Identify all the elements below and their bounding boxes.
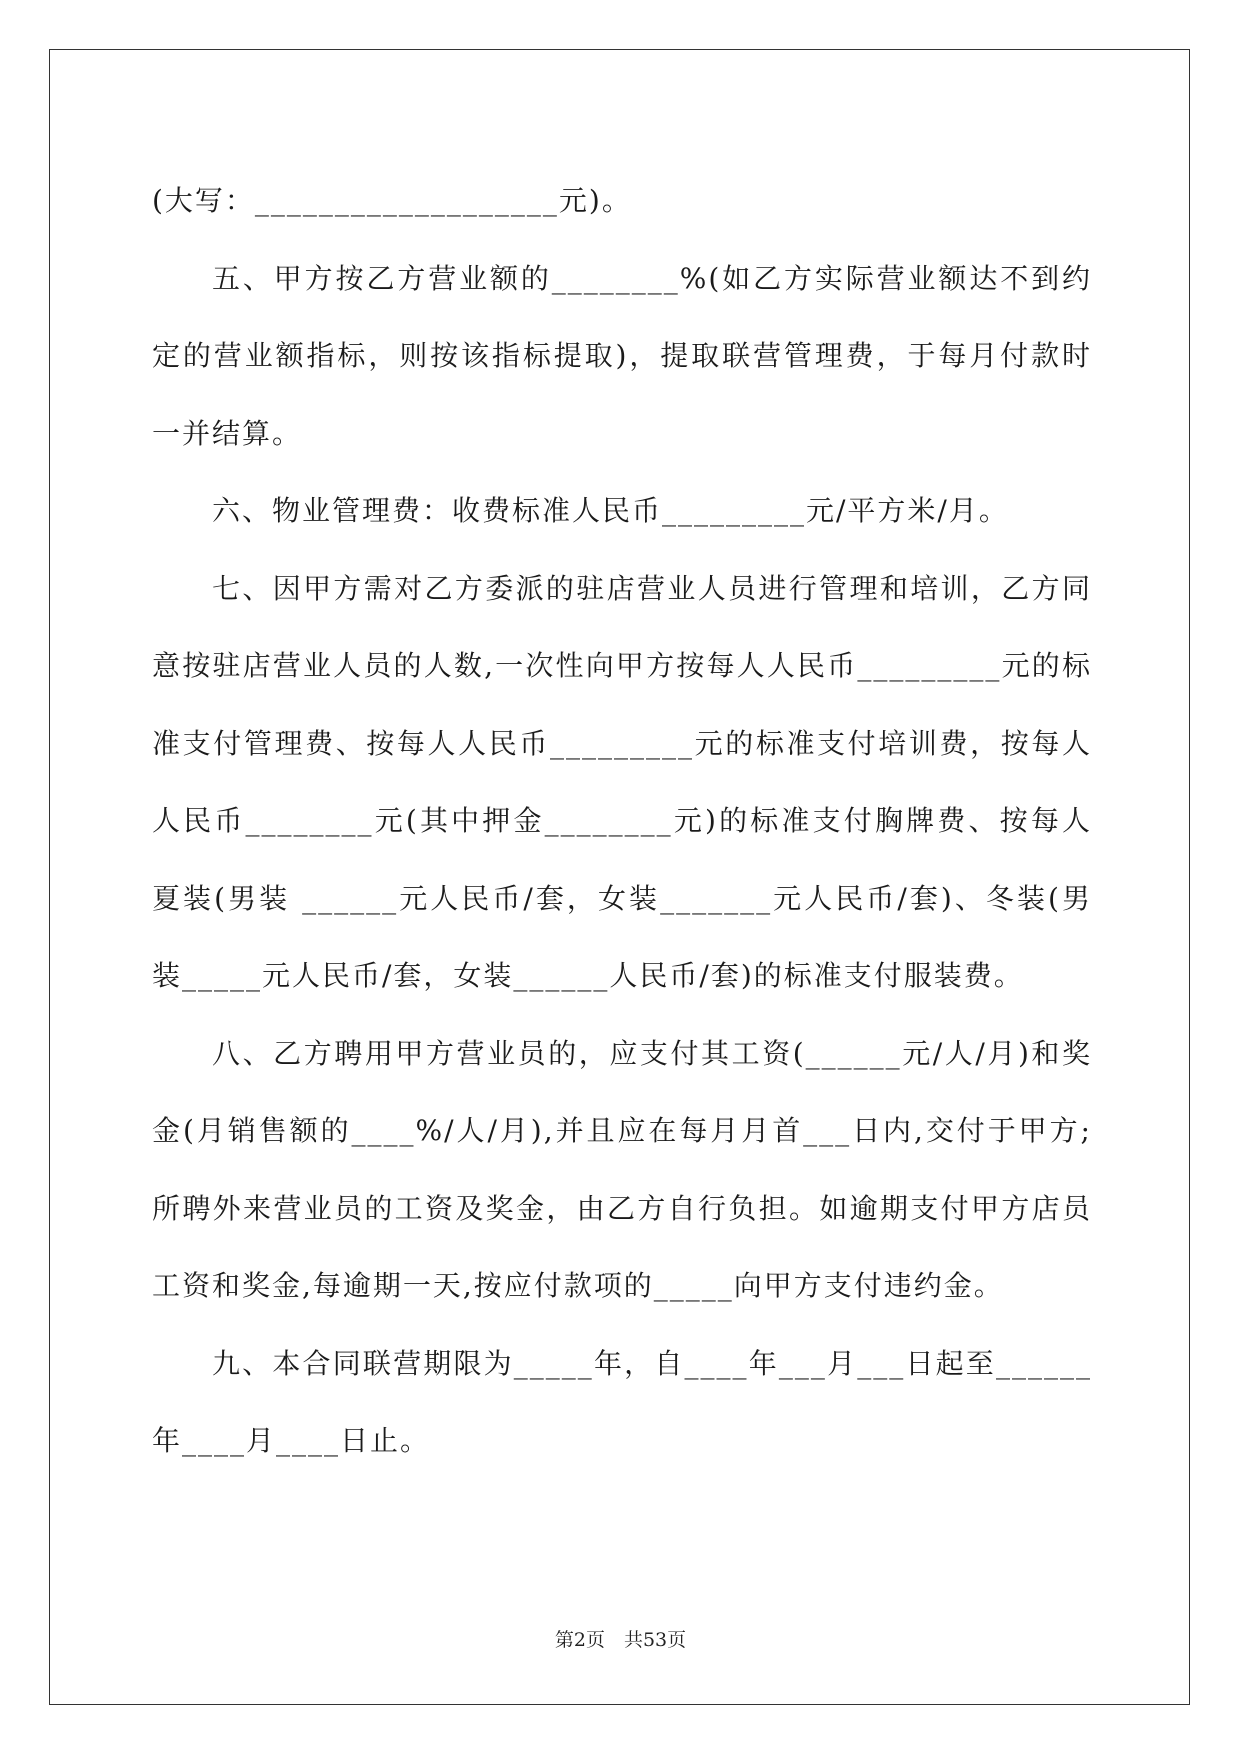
paragraph-clause-7: 七、因甲方需对乙方委派的驻店营业人员进行管理和培训，乙方同意按驻店营业人员的人数,一次性向甲方按每人人民币_________元的标准支付管理费、按每人人民币_________元的标准支付培训费，按每人人民币________元(其中押金________元)的标准支付胸牌费、按每人夏装(男装 ______元人民币/套，女装_______元人民币/套)、冬装(男装_____元人民币/套，女装______人民币/套)的标准支付服装费。 xyxy=(152,571,1092,992)
paragraph-amount-in-words: (大写：___________________元)。 xyxy=(152,184,632,217)
paragraph-clause-8: 八、乙方聘用甲方营业员的，应支付其工资(______元/人/月)和奖金(月销售额的____%/人/月),并且应在每月月首___日内,交付于甲方;所聘外来营业员的工资及奖金，由乙方自行负担。如逾期支付甲方店员工资和奖金,每逾期一天,按应付款项的_____向甲方支付违约金。 xyxy=(152,1036,1092,1302)
paragraph-clause-5: 五、甲方按乙方营业额的________%(如乙方实际营业额达不到约定的营业额指标，则按该指标提取)，提取联营管理费，于每月付款时一并结算。 xyxy=(152,261,1092,450)
page-number-footer: 第2页 共53页 xyxy=(554,1629,687,1651)
paragraph-clause-6: 六、物业管理费：收费标准人民币_________元/平方米/月。 xyxy=(212,494,1009,527)
paragraph-clause-9: 九、本合同联营期限为_____年，自____年___月___日起至______年____月____日止。 xyxy=(152,1346,1092,1457)
document-body xyxy=(152,162,1092,1480)
